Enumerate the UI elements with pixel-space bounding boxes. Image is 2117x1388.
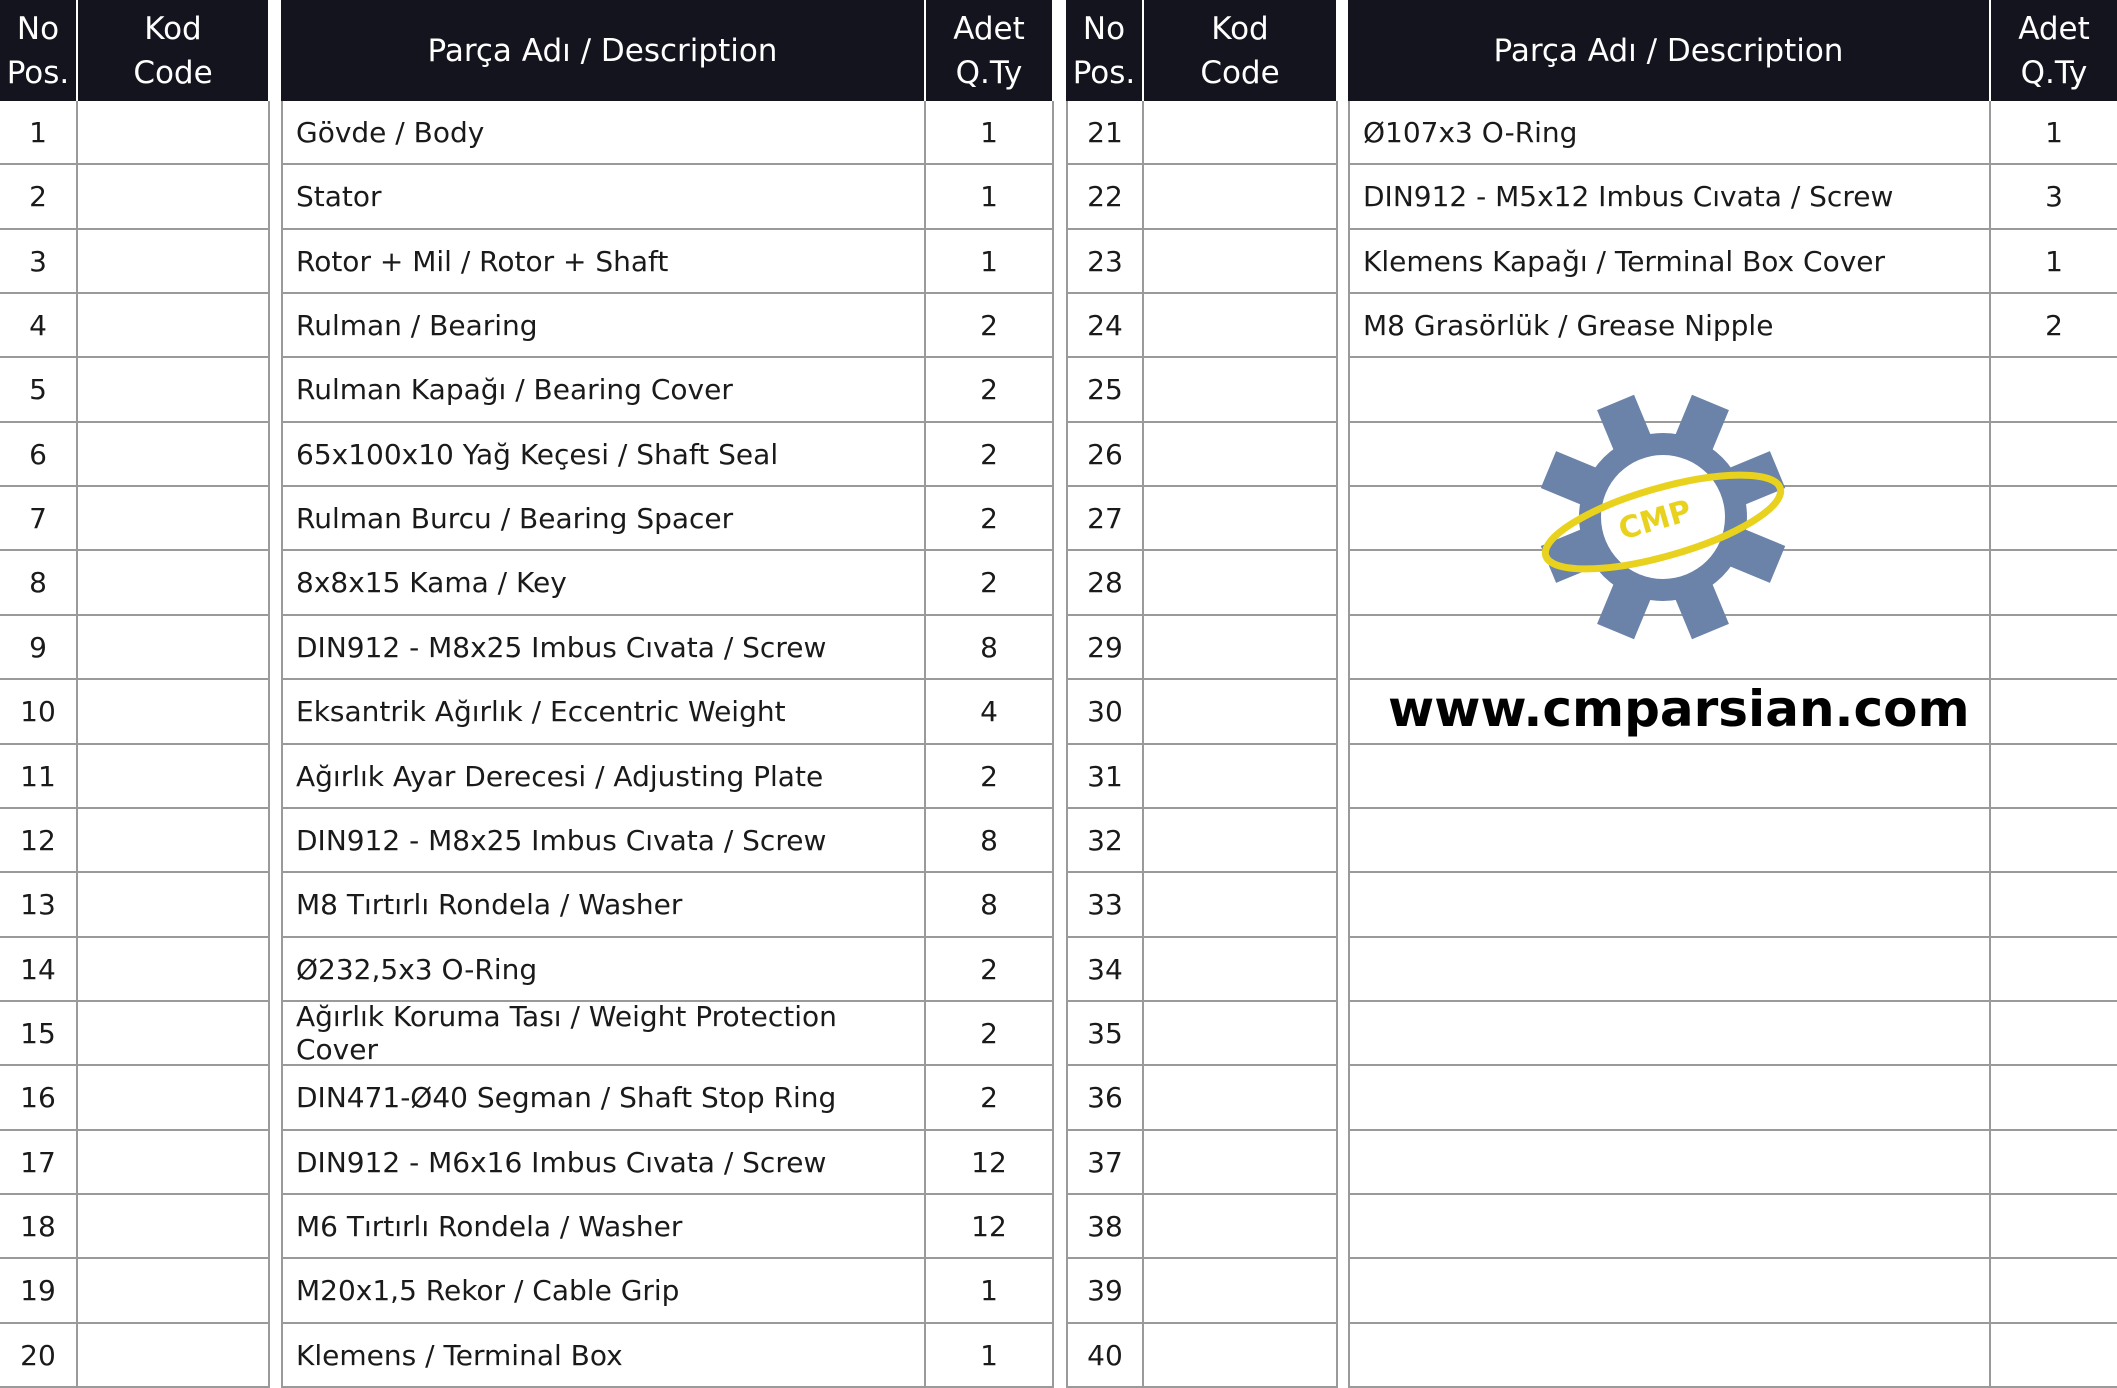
- row-code: [78, 809, 268, 873]
- row-code: [78, 1259, 268, 1324]
- row-qty: 1: [1991, 230, 2117, 294]
- row-description: DIN912 - M8x25 Imbus Cıvata / Screw: [283, 616, 924, 680]
- row-description: Rulman Kapağı / Bearing Cover: [283, 358, 924, 423]
- grid-line: [268, 101, 270, 1388]
- row-code: [1144, 1002, 1336, 1066]
- row-qty: 2: [1991, 294, 2117, 358]
- header-pos-2: Pos.: [1072, 54, 1136, 91]
- row-no: 31: [1068, 745, 1142, 809]
- row-code: [78, 1131, 268, 1195]
- row-no: 1: [0, 101, 76, 165]
- row-qty: [1991, 551, 2117, 616]
- row-qty: 1: [926, 1259, 1052, 1324]
- row-code: [1144, 873, 1336, 938]
- row-no: 24: [1068, 294, 1142, 358]
- row-code: [78, 358, 268, 423]
- row-no: 35: [1068, 1002, 1142, 1066]
- row-code: [78, 938, 268, 1002]
- row-qty: [1991, 1259, 2117, 1324]
- row-qty: 2: [926, 745, 1052, 809]
- row-no: 4: [0, 294, 76, 358]
- row-no: 30: [1068, 680, 1142, 745]
- grid-line: [1052, 101, 1054, 1388]
- row-code: [78, 873, 268, 938]
- row-qty: [1991, 1324, 2117, 1388]
- row-description: 65x100x10 Yağ Keçesi / Shaft Seal: [283, 423, 924, 487]
- row-no: 13: [0, 873, 76, 938]
- row-qty: [1991, 938, 2117, 1002]
- row-description: M8 Grasörlük / Grease Nipple: [1350, 294, 1989, 358]
- row-code: [78, 487, 268, 551]
- row-description: [1350, 938, 1989, 1002]
- header-adet-2: Adet: [2018, 10, 2090, 47]
- row-qty: 2: [926, 938, 1052, 1002]
- row-no: 32: [1068, 809, 1142, 873]
- row-code: [1144, 1066, 1336, 1131]
- row-code: [1144, 1195, 1336, 1259]
- row-description: Eksantrik Ağırlık / Eccentric Weight: [283, 680, 924, 745]
- row-code: [1144, 101, 1336, 165]
- row-code: [78, 745, 268, 809]
- row-qty: 2: [926, 358, 1052, 423]
- row-no: 28: [1068, 551, 1142, 616]
- row-description: M20x1,5 Rekor / Cable Grip: [283, 1259, 924, 1324]
- header-description-left: Parça Adı / Description: [281, 0, 924, 101]
- cmp-logo-icon: [1537, 390, 1789, 644]
- row-code: [1144, 680, 1336, 745]
- row-description: DIN912 - M5x12 Imbus Cıvata / Screw: [1350, 165, 1989, 230]
- row-code: [1144, 809, 1336, 873]
- row-qty: 3: [1991, 165, 2117, 230]
- row-description: Stator: [283, 165, 924, 230]
- row-code: [78, 1002, 268, 1066]
- website-url: www.cmparsian.com: [1388, 680, 1970, 738]
- logo-text: CMP: [1614, 493, 1696, 548]
- header-kod-code-right: [1144, 0, 1336, 101]
- row-code: [1144, 938, 1336, 1002]
- header-kod-2: Kod: [1211, 10, 1269, 47]
- row-description: 8x8x15 Kama / Key: [283, 551, 924, 616]
- header-description-right: Parça Adı / Description: [1348, 0, 1989, 101]
- row-no: 6: [0, 423, 76, 487]
- row-qty: 8: [926, 809, 1052, 873]
- row-no: 14: [0, 938, 76, 1002]
- row-code: [78, 551, 268, 616]
- row-description: Ø107x3 O-Ring: [1350, 101, 1989, 165]
- row-no: 2: [0, 165, 76, 230]
- row-no: 26: [1068, 423, 1142, 487]
- row-no: 8: [0, 551, 76, 616]
- row-qty: 2: [926, 487, 1052, 551]
- row-qty: [1991, 616, 2117, 680]
- row-code: [1144, 294, 1336, 358]
- row-no: 3: [0, 230, 76, 294]
- row-qty: [1991, 1066, 2117, 1131]
- row-code: [78, 101, 268, 165]
- row-qty: [1991, 1195, 2117, 1259]
- header-no-pos-right: [1066, 0, 1142, 101]
- header-qty-2: Q.Ty: [2020, 54, 2088, 91]
- row-description: [1350, 1195, 1989, 1259]
- row-description: DIN912 - M8x25 Imbus Cıvata / Screw: [283, 809, 924, 873]
- grid-line: [1336, 101, 1338, 1388]
- row-no: 22: [1068, 165, 1142, 230]
- row-qty: [1991, 487, 2117, 551]
- row-code: [78, 680, 268, 745]
- row-description: Ø232,5x3 O-Ring: [283, 938, 924, 1002]
- row-description: M6 Tırtırlı Rondela / Washer: [283, 1195, 924, 1259]
- row-no: 25: [1068, 358, 1142, 423]
- row-qty: [1991, 423, 2117, 487]
- row-no: 19: [0, 1259, 76, 1324]
- header-no-pos-left: [0, 0, 76, 101]
- row-description: DIN471-Ø40 Segman / Shaft Stop Ring: [283, 1066, 924, 1131]
- row-description: Ağırlık Ayar Derecesi / Adjusting Plate: [283, 745, 924, 809]
- row-description: [1350, 1324, 1989, 1388]
- row-qty: [1991, 1131, 2117, 1195]
- row-no: 39: [1068, 1259, 1142, 1324]
- row-no: 36: [1068, 1066, 1142, 1131]
- row-code: [78, 423, 268, 487]
- row-code: [78, 165, 268, 230]
- row-code: [1144, 745, 1336, 809]
- row-no: 18: [0, 1195, 76, 1259]
- row-description: [1350, 1066, 1989, 1131]
- row-qty: 1: [926, 101, 1052, 165]
- row-qty: 2: [926, 1066, 1052, 1131]
- row-description: Rulman Burcu / Bearing Spacer: [283, 487, 924, 551]
- row-code: [1144, 358, 1336, 423]
- row-qty: [1991, 809, 2117, 873]
- row-description: [1350, 1131, 1989, 1195]
- header-kod: Kod: [144, 10, 202, 47]
- row-no: 15: [0, 1002, 76, 1066]
- header-qty-right: [1991, 0, 2117, 101]
- header-code: Code: [133, 54, 213, 91]
- row-description: M8 Tırtırlı Rondela / Washer: [283, 873, 924, 938]
- row-no: 11: [0, 745, 76, 809]
- row-no: 17: [0, 1131, 76, 1195]
- row-qty: [1991, 680, 2117, 745]
- row-no: 40: [1068, 1324, 1142, 1388]
- row-no: 29: [1068, 616, 1142, 680]
- header-qty-left: [926, 0, 1052, 101]
- row-code: [1144, 230, 1336, 294]
- row-description: [1350, 1002, 1989, 1066]
- row-description: [1350, 1259, 1989, 1324]
- row-code: [78, 230, 268, 294]
- row-no: 27: [1068, 487, 1142, 551]
- row-description: [1350, 873, 1989, 938]
- header-no: No: [16, 10, 60, 47]
- row-qty: 2: [926, 551, 1052, 616]
- row-code: [1144, 1131, 1336, 1195]
- row-code: [1144, 487, 1336, 551]
- row-description: Klemens Kapağı / Terminal Box Cover: [1350, 230, 1989, 294]
- row-qty: 1: [926, 165, 1052, 230]
- row-code: [78, 1066, 268, 1131]
- header-kod-code-left: [78, 0, 268, 101]
- row-code: [1144, 1259, 1336, 1324]
- row-qty: [1991, 358, 2117, 423]
- row-qty: 12: [926, 1195, 1052, 1259]
- row-code: [1144, 1324, 1336, 1388]
- row-code: [1144, 616, 1336, 680]
- row-qty: 4: [926, 680, 1052, 745]
- row-no: 12: [0, 809, 76, 873]
- header-no-2: No: [1082, 10, 1126, 47]
- row-no: 23: [1068, 230, 1142, 294]
- row-no: 7: [0, 487, 76, 551]
- row-qty: 12: [926, 1131, 1052, 1195]
- header-qty: Q.Ty: [955, 54, 1023, 91]
- row-description: [1350, 809, 1989, 873]
- row-code: [1144, 423, 1336, 487]
- row-no: 16: [0, 1066, 76, 1131]
- row-description: Ağırlık Koruma Tası / Weight Protection Cover: [283, 1002, 924, 1066]
- row-no: 10: [0, 680, 76, 745]
- row-description: Gövde / Body: [283, 101, 924, 165]
- row-description: [1350, 745, 1989, 809]
- row-code: [1144, 165, 1336, 230]
- row-code: [1144, 551, 1336, 616]
- row-description: Rotor + Mil / Rotor + Shaft: [283, 230, 924, 294]
- row-qty: 8: [926, 873, 1052, 938]
- row-qty: [1991, 745, 2117, 809]
- row-no: 33: [1068, 873, 1142, 938]
- row-no: 5: [0, 358, 76, 423]
- row-no: 37: [1068, 1131, 1142, 1195]
- row-qty: 1: [926, 1324, 1052, 1388]
- row-qty: 1: [926, 230, 1052, 294]
- row-description: DIN912 - M6x16 Imbus Cıvata / Screw: [283, 1131, 924, 1195]
- row-no: 21: [1068, 101, 1142, 165]
- row-description: Klemens / Terminal Box: [283, 1324, 924, 1388]
- row-code: [78, 1195, 268, 1259]
- row-code: [78, 1324, 268, 1388]
- header-adet: Adet: [953, 10, 1025, 47]
- row-description: Rulman / Bearing: [283, 294, 924, 358]
- row-no: 9: [0, 616, 76, 680]
- row-code: [78, 294, 268, 358]
- row-no: 38: [1068, 1195, 1142, 1259]
- row-no: 34: [1068, 938, 1142, 1002]
- row-no: 20: [0, 1324, 76, 1388]
- row-qty: 2: [926, 1002, 1052, 1066]
- row-qty: [1991, 873, 2117, 938]
- row-qty: 2: [926, 423, 1052, 487]
- header-pos: Pos.: [6, 54, 70, 91]
- header-code-2: Code: [1200, 54, 1280, 91]
- row-qty: 8: [926, 616, 1052, 680]
- row-qty: [1991, 1002, 2117, 1066]
- row-qty: 2: [926, 294, 1052, 358]
- row-qty: 1: [1991, 101, 2117, 165]
- row-code: [78, 616, 268, 680]
